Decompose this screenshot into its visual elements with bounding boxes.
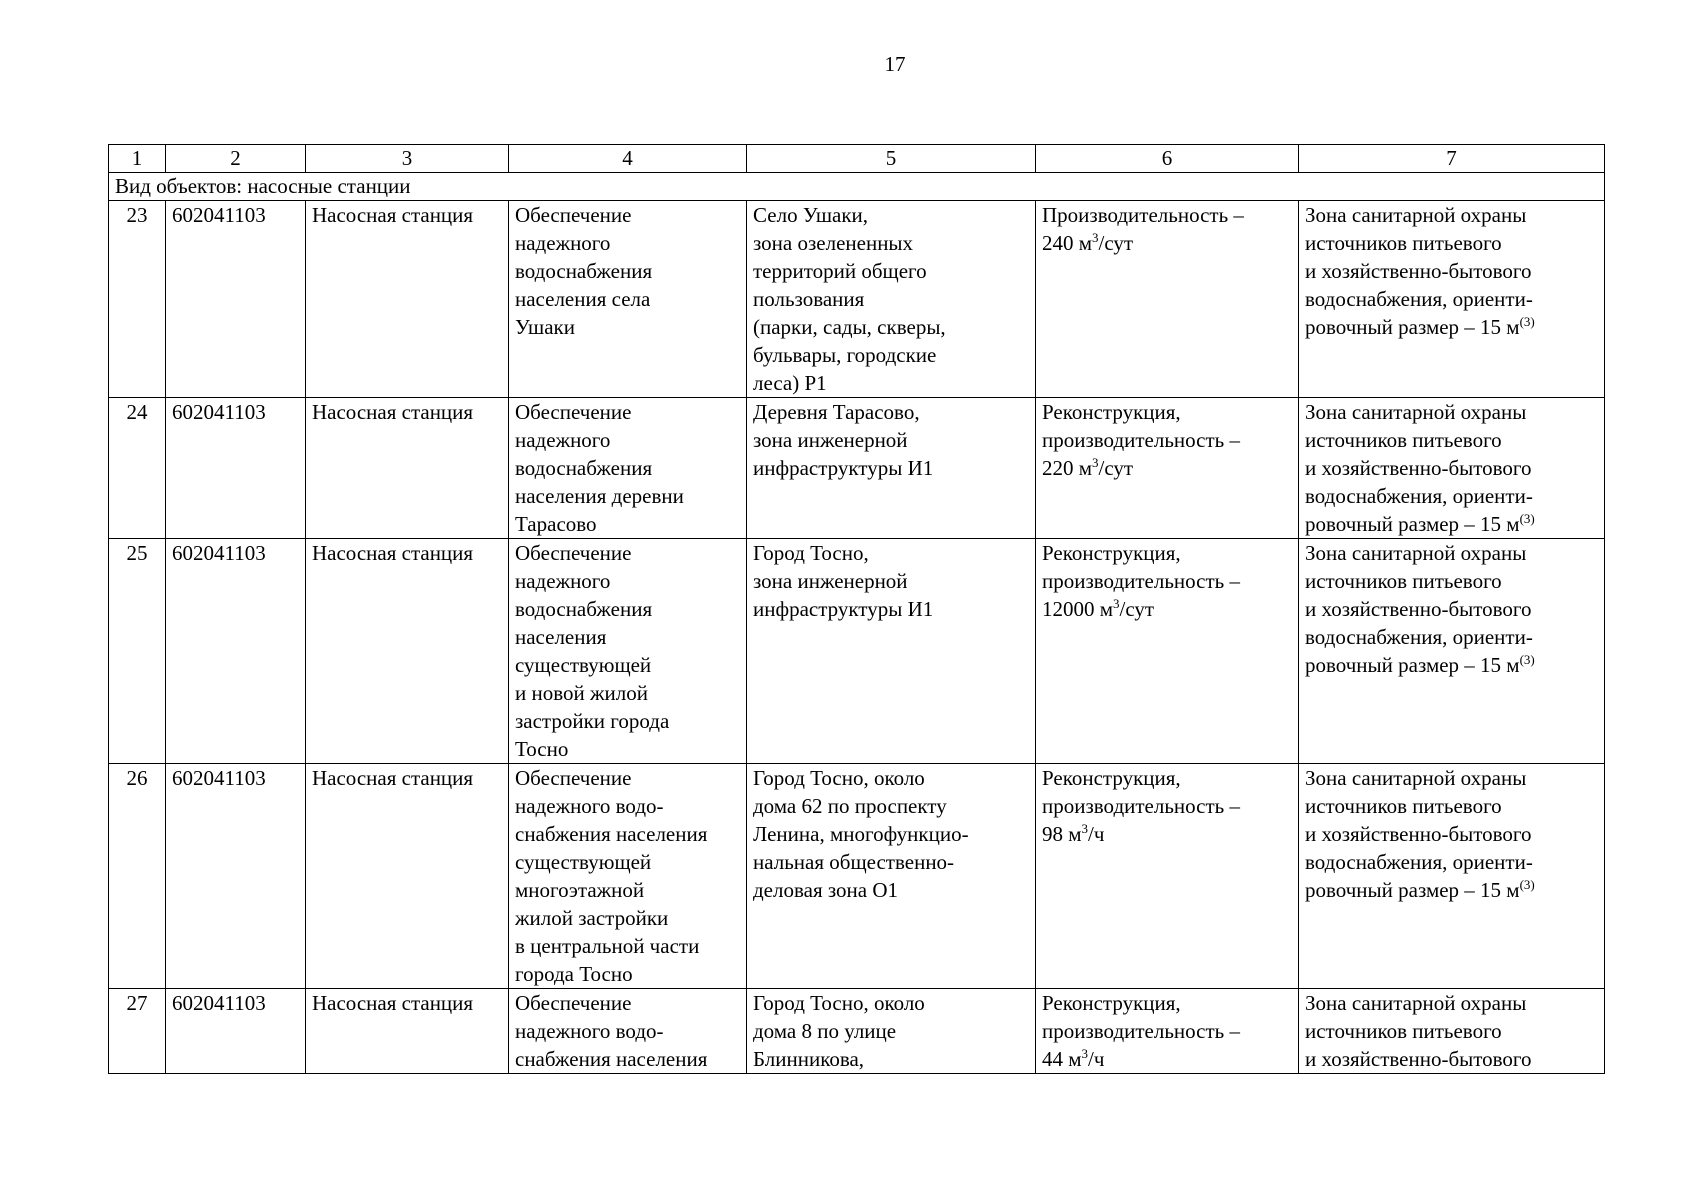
zone-line: Зона санитарной охраны bbox=[1305, 766, 1527, 790]
zone-cell bbox=[1299, 989, 1605, 1074]
purpose-line: населения bbox=[515, 625, 607, 649]
capacity-value: 12000 $м^3$/сут bbox=[1042, 596, 1155, 621]
zone-cell bbox=[1299, 764, 1605, 989]
location-line: Деревня Тарасово, bbox=[753, 400, 920, 424]
object-name-cell: Насосная станция bbox=[306, 201, 509, 398]
purpose-line: и новой жилой bbox=[515, 681, 648, 705]
purpose-line: водоснабжения bbox=[515, 259, 653, 283]
objects-table bbox=[108, 144, 1605, 1074]
code-cell: 602041103 bbox=[166, 201, 306, 398]
code-cell: 602041103 bbox=[166, 764, 306, 989]
purpose-cell bbox=[509, 764, 747, 989]
superscript: (3) bbox=[1519, 877, 1535, 892]
zone-line: источников питьевого bbox=[1305, 794, 1502, 818]
header-cell: 7 bbox=[1299, 145, 1605, 173]
zone-line: Зона санитарной охраны bbox=[1305, 541, 1527, 565]
location-line: (парки, сады, скверы, bbox=[753, 315, 946, 339]
specs-line: Реконструкция, bbox=[1042, 400, 1181, 424]
purpose-line: водоснабжения bbox=[515, 597, 653, 621]
table-row bbox=[109, 764, 1605, 989]
purpose-line: Ушаки bbox=[515, 315, 575, 339]
table-row bbox=[109, 989, 1605, 1074]
specs-line: Реконструкция, bbox=[1042, 766, 1181, 790]
purpose-cell bbox=[509, 989, 747, 1074]
capacity-value: 220 $м^3$/сут bbox=[1042, 455, 1134, 480]
zone-line: водоснабжения, ориенти- bbox=[1305, 287, 1533, 311]
superscript: 3 bbox=[1081, 1046, 1089, 1061]
location-line: Блинникова, bbox=[753, 1047, 865, 1071]
purpose-line: Обеспечение bbox=[515, 400, 632, 424]
location-line: зона инженерной bbox=[753, 569, 908, 593]
zone-size-line: ровочный размер – 15 $м^{(3)}$ bbox=[1305, 511, 1535, 536]
zone-line: Зона санитарной охраны bbox=[1305, 400, 1527, 424]
purpose-line: жилой застройки bbox=[515, 906, 669, 930]
location-cell bbox=[747, 201, 1036, 398]
header-cell: 3 bbox=[306, 145, 509, 173]
zone-line: и хозяйственно-бытового bbox=[1305, 597, 1532, 621]
purpose-line: снабжения населения bbox=[515, 1047, 708, 1071]
location-cell bbox=[747, 764, 1036, 989]
zone-size-line: ровочный размер – 15 $м^{(3)}$ bbox=[1305, 314, 1535, 339]
purpose-line: надежного bbox=[515, 231, 611, 255]
purpose-cell bbox=[509, 201, 747, 398]
object-name-cell: Насосная станция bbox=[306, 989, 509, 1074]
zone-line: источников питьевого bbox=[1305, 231, 1502, 255]
purpose-line: Обеспечение bbox=[515, 766, 632, 790]
location-line: дома 62 по проспекту bbox=[753, 794, 947, 818]
zone-line: и хозяйственно-бытового bbox=[1305, 1047, 1532, 1071]
zone-line: и хозяйственно-бытового bbox=[1305, 456, 1532, 480]
page-number: 17 bbox=[884, 52, 906, 76]
zone-line: и хозяйственно-бытового bbox=[1305, 822, 1532, 846]
location-line: Город Тосно, около bbox=[753, 766, 925, 790]
zone-line: источников питьевого bbox=[1305, 1019, 1502, 1043]
zone-line: водоснабжения, ориенти- bbox=[1305, 850, 1533, 874]
purpose-line: населения села bbox=[515, 287, 651, 311]
location-line: деловая зона О1 bbox=[753, 878, 899, 902]
group-row bbox=[109, 173, 1605, 201]
row-number-cell: 24 bbox=[109, 398, 166, 539]
superscript: 3 bbox=[1092, 455, 1099, 470]
purpose-line: в центральной части bbox=[515, 934, 700, 958]
object-name-cell: Насосная станция bbox=[306, 398, 509, 539]
location-line: Город Тосно, около bbox=[753, 991, 925, 1015]
specs-cell bbox=[1036, 201, 1299, 398]
header-cell: 6 bbox=[1036, 145, 1299, 173]
location-line: Город Тосно, bbox=[753, 541, 869, 565]
header-cell: 1 bbox=[109, 145, 166, 173]
specs-line: производительность – bbox=[1042, 569, 1241, 593]
row-number-cell: 25 bbox=[109, 539, 166, 764]
location-line: Село Ушаки, bbox=[753, 203, 869, 227]
superscript: 3 bbox=[1092, 230, 1099, 245]
location-line: зона озелененных bbox=[753, 231, 914, 255]
location-line: бульвары, городские bbox=[753, 343, 937, 367]
zone-cell bbox=[1299, 539, 1605, 764]
location-line: леса) Р1 bbox=[753, 371, 827, 395]
object-name-cell: Насосная станция bbox=[306, 764, 509, 989]
header-cell: 5 bbox=[747, 145, 1036, 173]
purpose-cell bbox=[509, 398, 747, 539]
purpose-line: Тосно bbox=[515, 737, 569, 761]
purpose-line: существующей bbox=[515, 653, 652, 677]
specs-cell bbox=[1036, 539, 1299, 764]
superscript: 3 bbox=[1081, 821, 1089, 836]
location-line: территорий общего bbox=[753, 259, 927, 283]
row-number-cell: 27 bbox=[109, 989, 166, 1074]
purpose-line: Обеспечение bbox=[515, 991, 632, 1015]
superscript: 3 bbox=[1113, 596, 1120, 611]
specs-line: Реконструкция, bbox=[1042, 541, 1181, 565]
purpose-line: надежного bbox=[515, 569, 611, 593]
purpose-line: Тарасово bbox=[515, 512, 597, 536]
specs-cell bbox=[1036, 398, 1299, 539]
purpose-line: водоснабжения bbox=[515, 456, 653, 480]
group-label: Вид объектов: насосные станции bbox=[109, 173, 1605, 201]
zone-size-line: ровочный размер – 15 $м^{(3)}$ bbox=[1305, 877, 1535, 902]
purpose-line: Обеспечение bbox=[515, 541, 632, 565]
row-number-cell: 23 bbox=[109, 201, 166, 398]
code-cell: 602041103 bbox=[166, 539, 306, 764]
table-row bbox=[109, 201, 1605, 398]
superscript: (3) bbox=[1519, 511, 1535, 526]
code-cell: 602041103 bbox=[166, 989, 306, 1074]
purpose-line: существующей bbox=[515, 850, 652, 874]
specs-cell bbox=[1036, 764, 1299, 989]
location-line: инфраструктуры И1 bbox=[753, 597, 934, 621]
specs-cell bbox=[1036, 989, 1299, 1074]
zone-size-line: ровочный размер – 15 $м^{(3)}$ bbox=[1305, 652, 1535, 677]
location-line: инфраструктуры И1 bbox=[753, 456, 934, 480]
purpose-line: населения деревни bbox=[515, 484, 684, 508]
specs-line: Производительность – bbox=[1042, 203, 1244, 227]
purpose-line: многоэтажной bbox=[515, 878, 645, 902]
header-cell: 4 bbox=[509, 145, 747, 173]
location-cell bbox=[747, 539, 1036, 764]
capacity-value: 44 $м^3/ч$ bbox=[1042, 1046, 1105, 1071]
zone-line: Зона санитарной охраны bbox=[1305, 203, 1527, 227]
purpose-line: снабжения населения bbox=[515, 822, 708, 846]
purpose-cell bbox=[509, 539, 747, 764]
location-cell bbox=[747, 989, 1036, 1074]
location-cell bbox=[747, 398, 1036, 539]
specs-line: производительность – bbox=[1042, 428, 1241, 452]
capacity-value: 98 $м^3/ч$ bbox=[1042, 821, 1105, 846]
location-line: Ленина, многофункцио- bbox=[753, 822, 969, 846]
table-header-row bbox=[109, 145, 1605, 173]
object-name-cell: Насосная станция bbox=[306, 539, 509, 764]
zone-line: источников питьевого bbox=[1305, 569, 1502, 593]
location-line: дома 8 по улице bbox=[753, 1019, 897, 1043]
specs-line: Реконструкция, bbox=[1042, 991, 1181, 1015]
purpose-line: надежного bbox=[515, 428, 611, 452]
purpose-line: застройки города bbox=[515, 709, 670, 733]
zone-line: водоснабжения, ориенти- bbox=[1305, 625, 1533, 649]
capacity-value: 240 $м^3$/сут bbox=[1042, 230, 1134, 255]
zone-cell bbox=[1299, 398, 1605, 539]
zone-cell bbox=[1299, 201, 1605, 398]
table-row bbox=[109, 539, 1605, 764]
location-line: нальная общественно- bbox=[753, 850, 955, 874]
zone-line: Зона санитарной охраны bbox=[1305, 991, 1527, 1015]
specs-line: производительность – bbox=[1042, 794, 1241, 818]
purpose-line: надежного водо- bbox=[515, 794, 664, 818]
superscript: (3) bbox=[1519, 652, 1535, 667]
row-number-cell: 26 bbox=[109, 764, 166, 989]
header-cell: 2 bbox=[166, 145, 306, 173]
purpose-line: Обеспечение bbox=[515, 203, 632, 227]
zone-line: источников питьевого bbox=[1305, 428, 1502, 452]
zone-line: и хозяйственно-бытового bbox=[1305, 259, 1532, 283]
zone-line: водоснабжения, ориенти- bbox=[1305, 484, 1533, 508]
location-line: пользования bbox=[753, 287, 865, 311]
location-line: зона инженерной bbox=[753, 428, 908, 452]
superscript: (3) bbox=[1519, 314, 1535, 329]
code-cell: 602041103 bbox=[166, 398, 306, 539]
specs-line: производительность – bbox=[1042, 1019, 1241, 1043]
purpose-line: города Тосно bbox=[515, 962, 633, 986]
purpose-line: надежного водо- bbox=[515, 1019, 664, 1043]
table-row bbox=[109, 398, 1605, 539]
